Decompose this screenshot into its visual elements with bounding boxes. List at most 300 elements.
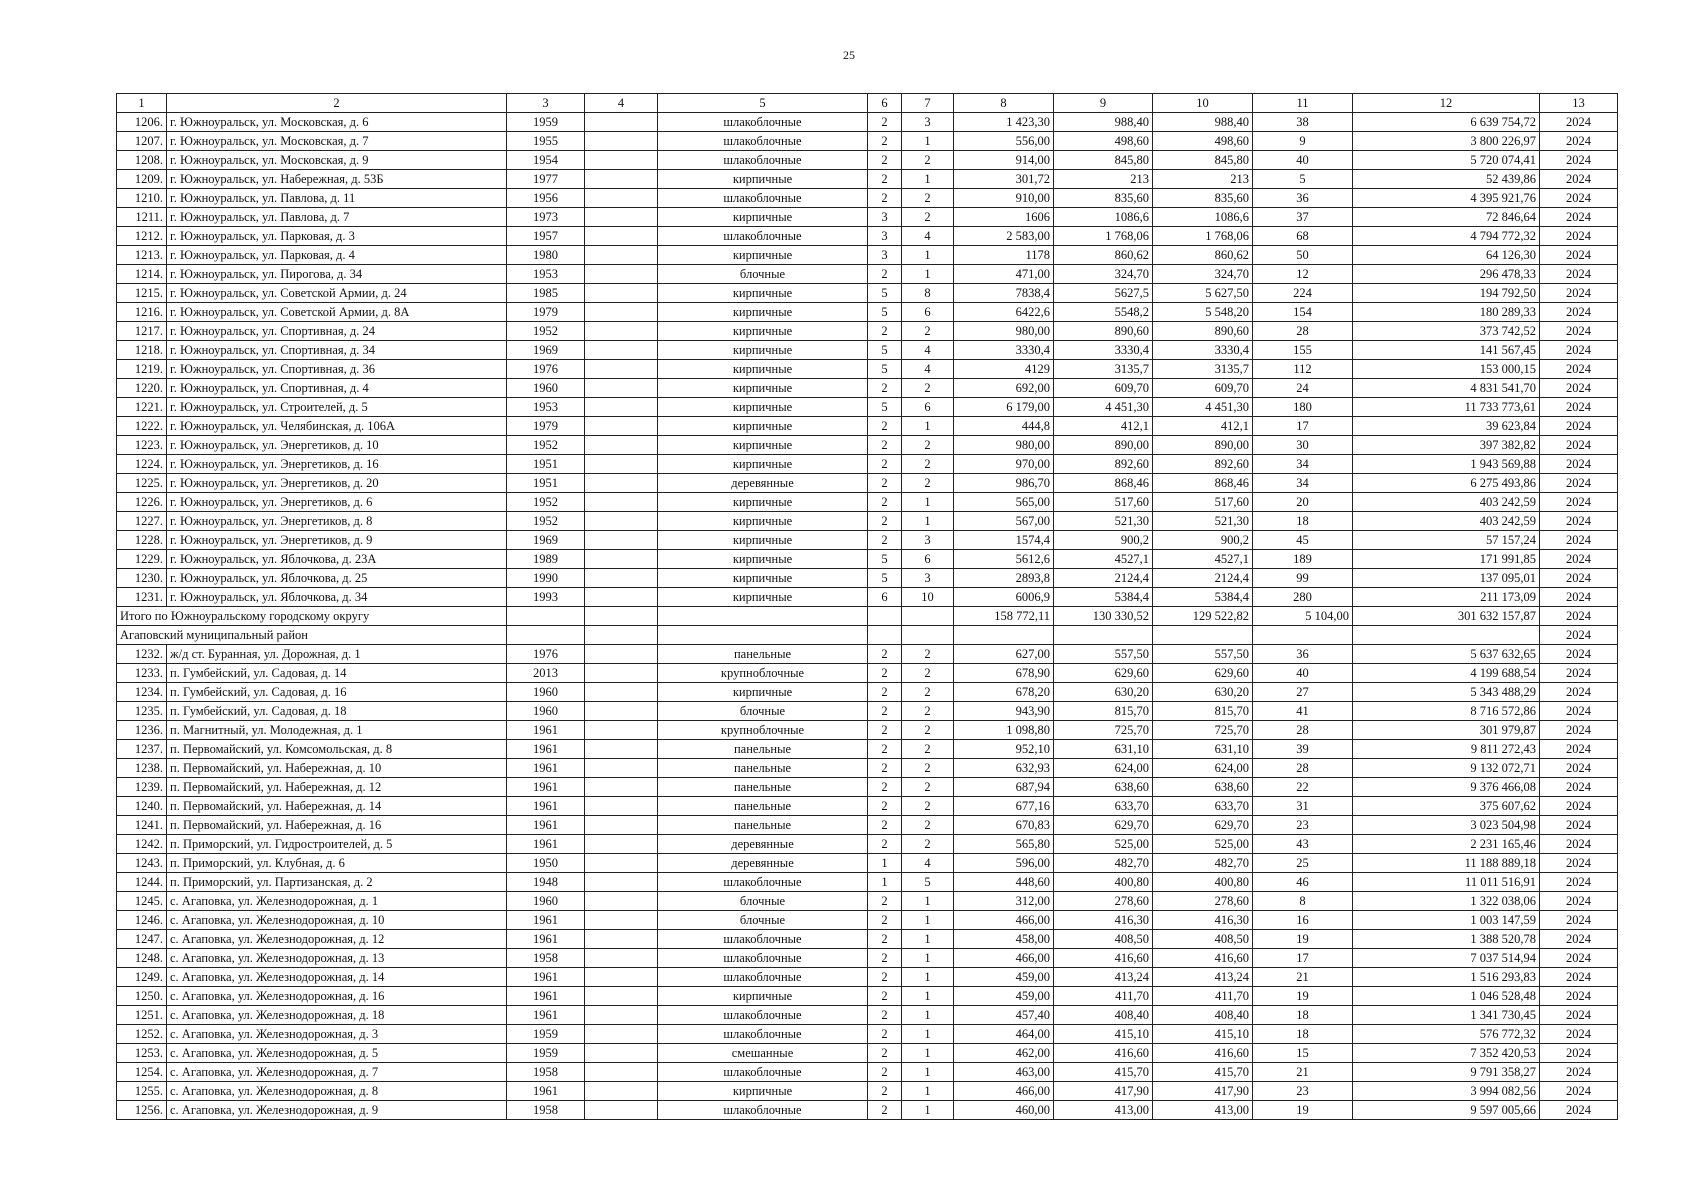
table-row	[117, 1082, 1618, 1101]
table-cell: 1958	[507, 1063, 585, 1082]
table-row	[117, 303, 1618, 322]
table-cell: 687,94	[954, 778, 1054, 797]
empty-cell	[585, 626, 658, 645]
table-cell: 1241.	[117, 816, 167, 835]
table-row	[117, 265, 1618, 284]
table-cell: 1248.	[117, 949, 167, 968]
table-cell: 2	[868, 170, 902, 189]
table-cell: 2024	[1540, 740, 1618, 759]
table-cell: 2013	[507, 664, 585, 683]
table-cell: 1249.	[117, 968, 167, 987]
table-cell	[585, 455, 658, 474]
table-cell	[585, 645, 658, 664]
table-cell: г. Южноуральск, ул. Энергетиков, д. 9	[167, 531, 507, 550]
table-cell: 1212.	[117, 227, 167, 246]
table-cell: 1976	[507, 360, 585, 379]
table-cell: 980,00	[954, 322, 1054, 341]
table-cell: п. Гумбейский, ул. Садовая, д. 14	[167, 664, 507, 683]
table-cell: 1232.	[117, 645, 167, 664]
table-cell: 466,00	[954, 1082, 1054, 1101]
table-row	[117, 588, 1618, 607]
table-cell: 2	[902, 702, 954, 721]
table-cell: кирпичные	[658, 512, 868, 531]
table-cell: 2	[902, 759, 954, 778]
table-cell: 2	[868, 322, 902, 341]
table-cell: 6	[902, 550, 954, 569]
table-cell: 4129	[954, 360, 1054, 379]
table-cell: 2	[868, 436, 902, 455]
table-cell: 1216.	[117, 303, 167, 322]
table-cell: кирпичные	[658, 417, 868, 436]
table-cell: 2024	[1540, 816, 1618, 835]
table-cell: 2024	[1540, 759, 1618, 778]
table-cell: 6	[868, 588, 902, 607]
table-cell: 2	[868, 759, 902, 778]
total-cell: 130 330,52	[1054, 607, 1153, 626]
table-cell: 1990	[507, 569, 585, 588]
table-row	[117, 455, 1618, 474]
table-cell: 21	[1253, 968, 1353, 987]
table-cell	[585, 854, 658, 873]
section-label: Агаповский муниципальный район	[117, 626, 507, 645]
table-cell: 68	[1253, 227, 1353, 246]
table-cell: г. Южноуральск, ул. Спортивная, д. 24	[167, 322, 507, 341]
table-cell: 678,20	[954, 683, 1054, 702]
table-cell: 1956	[507, 189, 585, 208]
table-row	[117, 436, 1618, 455]
table-cell: 2	[868, 531, 902, 550]
table-cell	[585, 797, 658, 816]
empty-cell	[585, 607, 658, 626]
table-cell: 1086,6	[1153, 208, 1253, 227]
table-cell: 2	[902, 151, 954, 170]
table-cell: г. Южноуральск, ул. Парковая, д. 4	[167, 246, 507, 265]
table-cell: 914,00	[954, 151, 1054, 170]
table-cell: 1 046 528,48	[1353, 987, 1540, 1006]
table-cell: 2	[902, 816, 954, 835]
table-cell	[585, 892, 658, 911]
table-cell: 408,40	[1153, 1006, 1253, 1025]
table-cell: 31	[1253, 797, 1353, 816]
table-cell: 678,90	[954, 664, 1054, 683]
table-cell: 1 098,80	[954, 721, 1054, 740]
table-cell: 224	[1253, 284, 1353, 303]
table-row	[117, 493, 1618, 512]
table-cell: 1	[902, 246, 954, 265]
table-cell: с. Агаповка, ул. Железнодорожная, д. 3	[167, 1025, 507, 1044]
table-cell: 1	[902, 911, 954, 930]
table-cell	[585, 702, 658, 721]
table-cell: г. Южноуральск, ул. Яблочкова, д. 25	[167, 569, 507, 588]
table-cell: 624,00	[1054, 759, 1153, 778]
table-cell: 4 794 772,32	[1353, 227, 1540, 246]
table-cell: 2024	[1540, 797, 1618, 816]
table-cell: 8 716 572,86	[1353, 702, 1540, 721]
table-cell: 413,24	[1153, 968, 1253, 987]
table-cell: кирпичные	[658, 303, 868, 322]
table-cell: 725,70	[1153, 721, 1253, 740]
table-cell: 557,50	[1153, 645, 1253, 664]
table-cell: 99	[1253, 569, 1353, 588]
table-cell: 2024	[1540, 341, 1618, 360]
table-cell: 408,50	[1054, 930, 1153, 949]
table-cell: 57 157,24	[1353, 531, 1540, 550]
table-cell: 1250.	[117, 987, 167, 1006]
table-cell: кирпичные	[658, 569, 868, 588]
table-cell: 2024	[1540, 151, 1618, 170]
empty-cell	[658, 626, 868, 645]
table-cell: 1	[902, 930, 954, 949]
table-cell: 2024	[1540, 1063, 1618, 1082]
column-header: 11	[1253, 94, 1353, 113]
table-cell: 3 023 504,98	[1353, 816, 1540, 835]
table-cell: 860,62	[1054, 246, 1153, 265]
column-header: 2	[167, 94, 507, 113]
table-row	[117, 379, 1618, 398]
table-cell: 943,90	[954, 702, 1054, 721]
table-cell: 1 768,06	[1153, 227, 1253, 246]
table-cell: 1953	[507, 265, 585, 284]
table-cell: 19	[1253, 1101, 1353, 1120]
table-cell: 180 289,33	[1353, 303, 1540, 322]
table-cell: 466,00	[954, 911, 1054, 930]
table-cell: 1952	[507, 512, 585, 531]
empty-cell	[507, 626, 585, 645]
table-cell: 1961	[507, 778, 585, 797]
table-cell: 397 382,82	[1353, 436, 1540, 455]
table-cell: с. Агаповка, ул. Железнодорожная, д. 8	[167, 1082, 507, 1101]
table-cell: 2	[868, 797, 902, 816]
table-cell: 2	[868, 930, 902, 949]
table-cell: 5548,2	[1054, 303, 1153, 322]
table-cell: 5 627,50	[1153, 284, 1253, 303]
table-cell: 466,00	[954, 949, 1054, 968]
table-cell	[585, 531, 658, 550]
table-cell: г. Южноуральск, ул. Советской Армии, д. 8А	[167, 303, 507, 322]
table-cell: 3	[868, 208, 902, 227]
table-row	[117, 1025, 1618, 1044]
table-cell: 1223.	[117, 436, 167, 455]
table-cell: 4 831 541,70	[1353, 379, 1540, 398]
table-cell: 296 478,33	[1353, 265, 1540, 284]
table-cell: п. Приморский, ул. Партизанская, д. 2	[167, 873, 507, 892]
table-row	[117, 360, 1618, 379]
table-row	[117, 531, 1618, 550]
table-cell: 565,80	[954, 835, 1054, 854]
table-cell: 1961	[507, 721, 585, 740]
table-cell: 1247.	[117, 930, 167, 949]
table-cell: 1958	[507, 949, 585, 968]
table-cell: 416,30	[1153, 911, 1253, 930]
table-cell	[585, 778, 658, 797]
table-cell: 1206.	[117, 113, 167, 132]
table-cell: 2024	[1540, 474, 1618, 493]
table-cell: 1231.	[117, 588, 167, 607]
table-cell: г. Южноуральск, ул. Яблочкова, д. 23А	[167, 550, 507, 569]
table-cell: 2	[868, 987, 902, 1006]
table-cell: 2	[902, 645, 954, 664]
table-cell: 1207.	[117, 132, 167, 151]
table-cell: панельные	[658, 797, 868, 816]
table-cell: 2024	[1540, 968, 1618, 987]
table-cell: п. Первомайский, ул. Набережная, д. 16	[167, 816, 507, 835]
table-cell: п. Первомайский, ул. Набережная, д. 14	[167, 797, 507, 816]
table-row	[117, 512, 1618, 531]
table-cell: 312,00	[954, 892, 1054, 911]
table-cell: 153 000,15	[1353, 360, 1540, 379]
table-cell: шлакоблочные	[658, 113, 868, 132]
table-cell: 72 846,64	[1353, 208, 1540, 227]
table-cell: 5	[868, 550, 902, 569]
table-cell: 890,00	[1153, 436, 1253, 455]
table-cell: 2	[902, 455, 954, 474]
table-cell: 28	[1253, 322, 1353, 341]
table-cell: 2024	[1540, 113, 1618, 132]
section-cell	[954, 626, 1054, 645]
table-cell: 868,46	[1153, 474, 1253, 493]
table-cell: с. Агаповка, ул. Железнодорожная, д. 18	[167, 1006, 507, 1025]
table-cell: 15	[1253, 1044, 1353, 1063]
table-cell: 417,90	[1054, 1082, 1153, 1101]
table-cell: 9 597 005,66	[1353, 1101, 1540, 1120]
table-cell: 1959	[507, 1025, 585, 1044]
table-cell: г. Южноуральск, ул. Энергетиков, д. 6	[167, 493, 507, 512]
table-cell: 1251.	[117, 1006, 167, 1025]
table-cell: 2 231 165,46	[1353, 835, 1540, 854]
section-cell	[1353, 626, 1540, 645]
table-cell: 8	[902, 284, 954, 303]
table-cell: 1961	[507, 911, 585, 930]
table-cell: с. Агаповка, ул. Железнодорожная, д. 14	[167, 968, 507, 987]
table-cell: 40	[1253, 664, 1353, 683]
table-cell: 9	[1253, 132, 1353, 151]
table-cell: 1961	[507, 1006, 585, 1025]
table-cell: 2	[868, 493, 902, 512]
table-cell: 2	[868, 151, 902, 170]
table-cell: 1961	[507, 968, 585, 987]
table-cell: 1253.	[117, 1044, 167, 1063]
table-cell: 2	[868, 968, 902, 987]
empty-cell	[902, 607, 954, 626]
table-cell: 5627,5	[1054, 284, 1153, 303]
table-row	[117, 892, 1618, 911]
table-cell: 19	[1253, 987, 1353, 1006]
column-header: 12	[1353, 94, 1540, 113]
table-cell: 2	[868, 189, 902, 208]
table-cell: 2	[868, 379, 902, 398]
table-cell: г. Южноуральск, ул. Спортивная, д. 36	[167, 360, 507, 379]
table-cell: 1209.	[117, 170, 167, 189]
section-header-row	[117, 626, 1618, 645]
table-cell: 30	[1253, 436, 1353, 455]
table-cell	[585, 968, 658, 987]
table-cell: 1 322 038,06	[1353, 892, 1540, 911]
table-row	[117, 246, 1618, 265]
table-cell: 2	[868, 664, 902, 683]
table-cell: кирпичные	[658, 550, 868, 569]
table-cell: 415,70	[1153, 1063, 1253, 1082]
table-cell: 1256.	[117, 1101, 167, 1120]
column-header: 7	[902, 94, 954, 113]
table-cell	[585, 398, 658, 417]
table-cell: 416,60	[1054, 1044, 1153, 1063]
table-cell: 1208.	[117, 151, 167, 170]
table-cell: 1	[902, 892, 954, 911]
table-cell: 2	[868, 1025, 902, 1044]
table-cell: 1959	[507, 1044, 585, 1063]
table-row	[117, 341, 1618, 360]
table-cell: 988,40	[1153, 113, 1253, 132]
table-row	[117, 721, 1618, 740]
table-cell: 1211.	[117, 208, 167, 227]
table-cell: 2024	[1540, 987, 1618, 1006]
table-cell: 632,93	[954, 759, 1054, 778]
table-cell: 5 637 632,65	[1353, 645, 1540, 664]
table-cell: 2893,8	[954, 569, 1054, 588]
table-cell: 2	[868, 816, 902, 835]
table-cell: 2	[902, 664, 954, 683]
table-cell: 576 772,32	[1353, 1025, 1540, 1044]
table-cell: 3	[902, 569, 954, 588]
table-cell: 36	[1253, 645, 1353, 664]
table-cell: 4	[902, 341, 954, 360]
table-cell: 1243.	[117, 854, 167, 873]
table-cell: 2	[868, 911, 902, 930]
table-cell: г. Южноуральск, ул. Спортивная, д. 34	[167, 341, 507, 360]
table-cell: 2024	[1540, 949, 1618, 968]
table-cell: 1220.	[117, 379, 167, 398]
table-cell: 1	[902, 968, 954, 987]
table-cell	[585, 930, 658, 949]
table-cell: 50	[1253, 246, 1353, 265]
table-cell: 463,00	[954, 1063, 1054, 1082]
table-cell	[585, 1025, 658, 1044]
table-cell: 2024	[1540, 246, 1618, 265]
section-cell	[1253, 626, 1353, 645]
table-cell: 413,00	[1054, 1101, 1153, 1120]
table-cell	[585, 721, 658, 740]
table-cell	[585, 189, 658, 208]
total-cell: 301 632 157,87	[1353, 607, 1540, 626]
table-cell: 2	[868, 721, 902, 740]
table-cell: 1953	[507, 398, 585, 417]
table-cell: панельные	[658, 645, 868, 664]
table-row	[117, 968, 1618, 987]
table-cell: 3 800 226,97	[1353, 132, 1540, 151]
table-cell: 1230.	[117, 569, 167, 588]
table-cell: 448,60	[954, 873, 1054, 892]
table-cell: 629,70	[1054, 816, 1153, 835]
table-cell: 892,60	[1054, 455, 1153, 474]
table-cell: 609,70	[1054, 379, 1153, 398]
table-row	[117, 854, 1618, 873]
table-cell: 2	[868, 455, 902, 474]
table-cell: 18	[1253, 1006, 1353, 1025]
table-row	[117, 1006, 1618, 1025]
table-cell: 4 451,30	[1054, 398, 1153, 417]
table-cell: 988,40	[1054, 113, 1153, 132]
table-cell: 415,10	[1054, 1025, 1153, 1044]
table-cell: 1221.	[117, 398, 167, 417]
table-cell: кирпичные	[658, 436, 868, 455]
table-cell: 2024	[1540, 1044, 1618, 1063]
table-cell: 403 242,59	[1353, 512, 1540, 531]
table-cell	[585, 322, 658, 341]
table-cell: блочные	[658, 265, 868, 284]
table-cell: 521,30	[1153, 512, 1253, 531]
table-row	[117, 873, 1618, 892]
table-cell: 1222.	[117, 417, 167, 436]
table-cell: г. Южноуральск, ул. Московская, д. 6	[167, 113, 507, 132]
table-cell: 2024	[1540, 1006, 1618, 1025]
table-cell: деревянные	[658, 835, 868, 854]
table-cell: 1977	[507, 170, 585, 189]
table-cell: 2	[868, 702, 902, 721]
table-cell: 890,00	[1054, 436, 1153, 455]
table-cell	[585, 341, 658, 360]
table-cell: с. Агаповка, ул. Железнодорожная, д. 1	[167, 892, 507, 911]
table-cell: 38	[1253, 113, 1353, 132]
total-label: Итого по Южноуральскому городскому округу	[117, 607, 507, 626]
table-cell: 64 126,30	[1353, 246, 1540, 265]
table-cell: с. Агаповка, ул. Железнодорожная, д. 9	[167, 1101, 507, 1120]
table-cell: 324,70	[1153, 265, 1253, 284]
table-cell	[585, 208, 658, 227]
table-cell: 2	[868, 1082, 902, 1101]
table-row	[117, 474, 1618, 493]
table-cell: 412,1	[1054, 417, 1153, 436]
table-cell: 28	[1253, 721, 1353, 740]
table-cell: 630,20	[1054, 683, 1153, 702]
table-cell: 1 768,06	[1054, 227, 1153, 246]
table-cell	[585, 569, 658, 588]
table-row	[117, 113, 1618, 132]
table-cell: г. Южноуральск, ул. Энергетиков, д. 8	[167, 512, 507, 531]
table-cell: 41	[1253, 702, 1353, 721]
table-cell	[585, 911, 658, 930]
table-row	[117, 569, 1618, 588]
table-cell: шлакоблочные	[658, 1063, 868, 1082]
table-cell: 2024	[1540, 398, 1618, 417]
table-cell: 525,00	[1153, 835, 1253, 854]
table-cell: 2024	[1540, 436, 1618, 455]
table-cell: 498,60	[1054, 132, 1153, 151]
table-cell: 1218.	[117, 341, 167, 360]
table-cell: 630,20	[1153, 683, 1253, 702]
table-cell: 631,10	[1153, 740, 1253, 759]
empty-cell	[868, 626, 902, 645]
table-cell: шлакоблочные	[658, 132, 868, 151]
table-cell	[585, 1044, 658, 1063]
table-cell: 1240.	[117, 797, 167, 816]
table-cell	[585, 740, 658, 759]
table-cell: 1952	[507, 493, 585, 512]
table-cell: 4 395 921,76	[1353, 189, 1540, 208]
table-cell: 2024	[1540, 493, 1618, 512]
table-cell: 1961	[507, 835, 585, 854]
table-cell: 2024	[1540, 664, 1618, 683]
table-cell: 2024	[1540, 569, 1618, 588]
table-cell: 670,83	[954, 816, 1054, 835]
table-cell: шлакоблочные	[658, 968, 868, 987]
table-cell: 986,70	[954, 474, 1054, 493]
table-cell: 37	[1253, 208, 1353, 227]
table-cell: кирпичные	[658, 360, 868, 379]
table-cell: 17	[1253, 417, 1353, 436]
table-cell: 280	[1253, 588, 1353, 607]
table-cell: 1985	[507, 284, 585, 303]
table-cell: 609,70	[1153, 379, 1253, 398]
